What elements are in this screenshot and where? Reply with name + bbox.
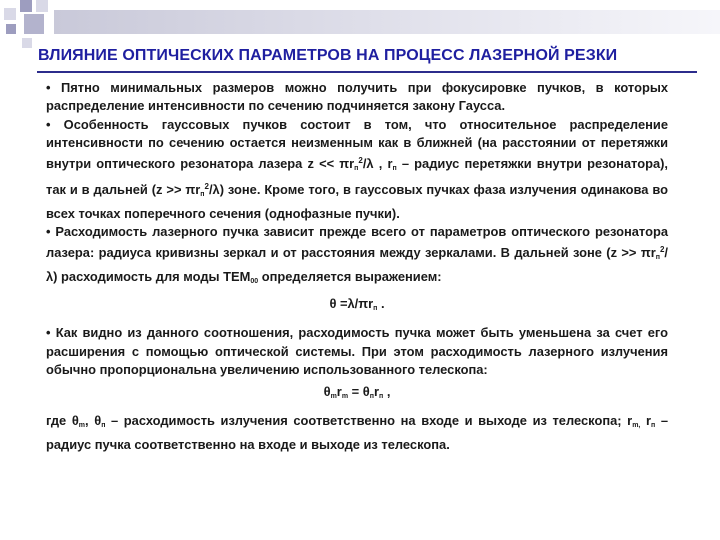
header-gradient-bar — [54, 10, 720, 34]
decor-square — [22, 38, 32, 48]
paragraph-gaussian-spot: • Пятно минимальных размеров можно получить при фокусировке пучков, в которых распределение интенсивности по сечению подчиняется закону Гаусса. — [46, 80, 668, 114]
title-underline — [37, 71, 697, 73]
slide-body — [46, 79, 668, 454]
decor-square — [4, 8, 16, 20]
decor-square — [36, 0, 48, 12]
formula-telescope: $\theta_mr_m = \theta_пr_п$ , — [323, 384, 391, 401]
decor-square — [6, 24, 16, 34]
decor-square — [20, 0, 32, 12]
slide-title: ВЛИЯНИЕ ОПТИЧЕСКИХ ПАРАМЕТРОВ НА ПРОЦЕСС ЛАЗЕРНОЙ РЕЗКИ — [38, 47, 618, 64]
paragraph-definitions: где $\theta_m$, $\theta_п$ – расходимость излучения соответственно на входе и выходе из телескопа; $r_{m,}$ $r_п$ – радиус пучка соответственно на входе и выходе из телескопа. — [46, 413, 668, 452]
paragraph-gaussian-features: • Особенность гауссовых пучков состоит в том, что относительное распределение интенсивности по сечению остается неизменным как в ближней (на расстоянии от перетяжки внутри оптического резонатора лазера $z << \pi r_п^2/\lambda$ , $r_п$ – радиус перетяжки внутри резонатора), так и в дальней $(z >> \pi r_п^2/\lambda)$ зоне. Кроме того, в гауссовых пучках фаза излучения одинакова во всех точках поперечного сечения (однофазные пучки). — [46, 116, 668, 221]
decor-square — [24, 14, 44, 34]
paragraph-telescope: • Как видно из данного соотношения, расходимость пучка может быть уменьшена за счет его расширения с помощью оптической системы. При этом расходимость лазерного излучения обычно пропорциональна увеличению использованного телескопа: — [46, 325, 668, 377]
formula-divergence: $\theta =\lambda/\pi r_п$ . — [329, 295, 385, 312]
paragraph-divergence: • Расходимость лазерного пучка зависит прежде всего от параметров оптического резонатора лазера: радиуса кривизны зеркал и от расстояния между зеркалами. В дальней зоне $(z >> \pi r_п^2/\lambda)$ расходимость для моды $ТЕМ_{00}$ определяется выражением: — [46, 224, 668, 285]
